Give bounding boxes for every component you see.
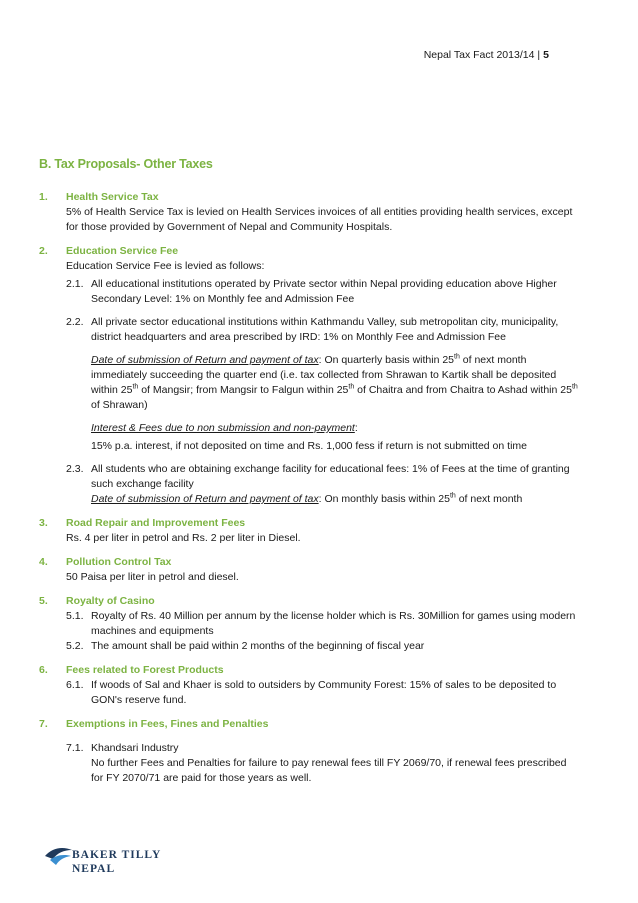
sub-item: 5.1. Royalty of Rs. 40 Million per annum by the license holder which is Rs. 30Million for games using modern machines and equipments [66,610,576,637]
page-header [424,48,549,63]
item-forest-products-fees [39,663,579,708]
item-body: Rs. 4 per liter in petrol and Rs. 2 per liter in Diesel. [66,532,301,544]
item-number: 1. [39,191,48,203]
sub-item: 2.3. All students who are obtaining exchange facility for educational fees: 1% of Fees at the time of granting such exchange facility [66,463,570,490]
item-exemptions [39,717,579,786]
item-title: Road Repair and Improvement Fees [66,517,246,529]
item-number: 4. [39,556,48,568]
item-body: 5% of Health Service Tax is levied on Health Services invoices of all entities providing health services, except for those provided by Government of Nepal and Community Hospitals. [66,206,573,233]
section-title: B. Tax Proposals- Other Taxes [39,157,213,171]
bird-logo-icon [44,842,74,876]
logo-line-1: BAKER TILLY [72,849,162,861]
item-number: 2. [39,245,48,257]
sub-item: 2.2. All private sector educational institutions within Kathmandu Valley, sub metropolitan city, municipality, district headquarters and area prescribed by IRD: 1% on Monthly Fee and Admission Fee [66,316,559,343]
item-health-service-tax [39,190,579,235]
content [39,190,579,795]
sub-item: 5.2. The amount shall be paid within 2 months of the beginning of fiscal year [66,640,425,652]
header-title: Nepal Tax Fact 2013/14 [423,49,535,61]
item-number: 6. [39,664,48,676]
submission-note: Date of submission of Return and payment of tax: On quarterly basis within 25th of next month immediately succeeding the quarter end (i.e. tax collected from Shrawan to Kartik shall be deposited within 25th of Mangsir; from Mangsir to Falgun within 25th of Chaitra and from Chaitra to Ashad within 25th of Shrawan) [91,353,578,411]
item-title: Fees related to Forest Products [66,664,224,676]
item-number: 7. [39,718,48,730]
item-title: Exemptions in Fees, Fines and Penalties [66,718,269,730]
item-title: Education Service Fee [66,245,179,257]
item-title: Royalty of Casino [66,595,155,607]
item-body: 50 Paisa per liter in petrol and diesel. [66,571,239,583]
header-separator: | [537,49,541,61]
item-royalty-of-casino [39,594,579,654]
interest-note: Interest & Fees due to non submission and non-payment: 15% p.a. interest, if not deposited on time and Rs. 1,000 fess if return is not submitted on time [91,422,527,452]
item-education-service-fee [39,244,579,507]
page-number: 5 [543,49,549,61]
submission-note: Date of submission of Return and payment of tax: On monthly basis within 25th of next month [91,492,523,505]
sub-item: 2.1. All educational institutions operated by Private sector within Nepal providing education above Higher Secondary Level: 1% on Monthly fee and Admission Fee [66,278,557,305]
sub-item: 7.1. Khandsari Industry [66,742,179,754]
item-pollution-control-tax [39,555,579,585]
item-number: 5. [39,595,48,607]
sub-item-body: No further Fees and Penalties for failure to pay renewal fees till FY 2069/70, if renewal fees prescribed for FY 2070/71 are paid for those years as well. [91,757,567,784]
item-number: 3. [39,517,48,529]
item-road-repair-fees [39,516,579,546]
item-intro: Education Service Fee is levied as follows: [66,260,265,272]
item-title: Pollution Control Tax [66,556,172,568]
sub-item: 6.1. If woods of Sal and Khaer is sold to outsiders by Community Forest: 15% of sales to be deposited to GON's reserve fund. [66,679,557,706]
item-title: Health Service Tax [66,191,159,203]
baker-tilly-logo [44,842,174,886]
logo-line-2: NEPAL [72,863,116,875]
